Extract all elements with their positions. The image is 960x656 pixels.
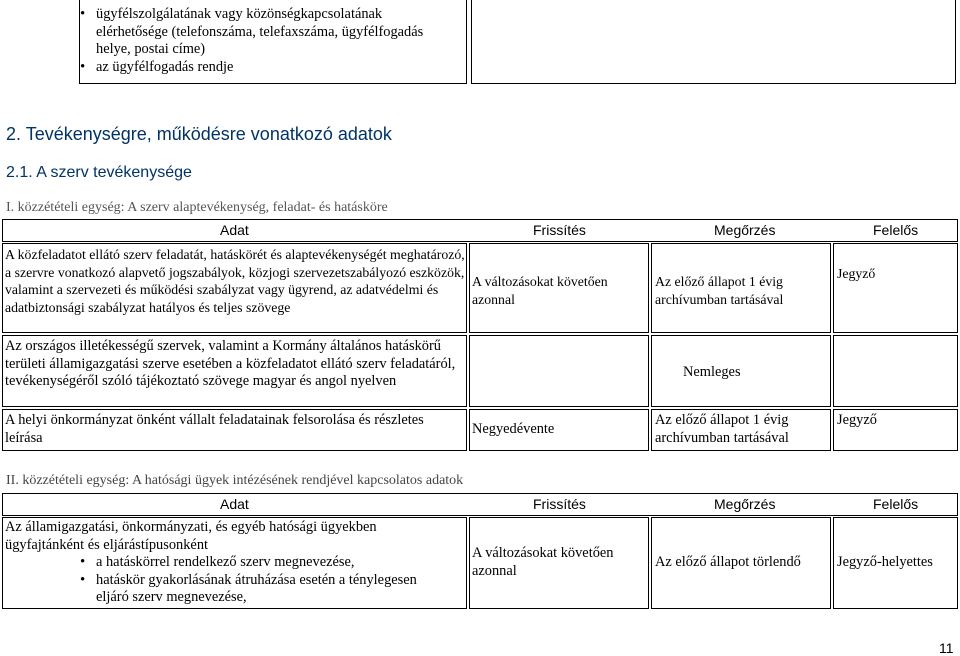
unit1-row1-felelos: Jegyző xyxy=(837,266,876,281)
unit1-row2-megorzes: Nemleges xyxy=(683,364,741,380)
unit1-row3-felelos: Jegyző xyxy=(837,412,877,428)
unit2-row-felelos: Jegyző-helyettes xyxy=(837,554,933,570)
contact-bullet-list xyxy=(76,6,456,76)
unit1-header-megorzes: Megőrzés xyxy=(714,222,776,238)
unit1-row2-felelos-cell xyxy=(833,335,958,407)
unit2-header-frissites: Frissítés xyxy=(533,496,586,512)
unit1-row1-adat: A közfeladatot ellátó szerv feladatát, hatáskörét és alaptevékenységét meghatározó, a szervre vonatkozó alapvető jogszabályok, közjogi szervezetszabályozó eszközök, valamint a szervezeti és működési szabályzat vagy ügyrend, az adatvédelmi és adatbiztonsági szabályzat hatályos és teljes szövege xyxy=(5,247,465,315)
subsection-heading: 2.1. A szerv tevékenysége xyxy=(6,164,192,181)
unit1-header-frissites: Frissítés xyxy=(533,222,586,238)
page-number: 11 xyxy=(939,640,954,656)
unit1-title: I. közzétételi egység: A szerv alaptevékenység, feladat- és hatásköre xyxy=(6,200,388,215)
unit1-row1-megorzes: Az előző állapot 1 évig archívumban tartásával xyxy=(655,274,784,307)
unit2-row-frissites: A változásokat követően azonnal xyxy=(472,545,614,579)
unit2-row-bullet-list xyxy=(76,554,436,607)
list-item: • hatáskör gyakorlásának átruházása esetén a ténylegesen eljáró szerv megnevezése, xyxy=(76,572,436,607)
unit1-row2-frissites-cell xyxy=(469,335,649,407)
unit1-header-row xyxy=(2,219,958,242)
unit2-header-felelos: Felelős xyxy=(873,496,919,512)
unit2-title: II. közzétételi egység: A hatósági ügyek intézésének rendjével kapcsolatos adatok xyxy=(6,473,464,488)
unit2-header-adat: Adat xyxy=(220,496,249,512)
list-item: • az ügyfélfogadás rendje xyxy=(76,59,456,77)
unit2-header-row xyxy=(2,493,958,516)
unit1-header-adat: Adat xyxy=(220,222,249,238)
list-item: • a hatáskörrel rendelkező szerv megnevezése, xyxy=(76,554,436,572)
unit2-header-megorzes: Megőrzés xyxy=(714,496,776,512)
unit1-row1-felelos-cell xyxy=(833,243,958,333)
unit1-row3-frissites: Negyedévente xyxy=(472,421,555,437)
unit1-row2-adat: Az országos illetékességű szervek, valamint a Kormány általános hatáskörű területi államigazgatási szerve esetében a közfeladatot ellátó szerv feladatáról, tevékenységéről szóló tájékoztató szövege magyar és angol nyelven xyxy=(5,338,456,389)
top-table-cell-right xyxy=(471,0,956,84)
unit2-row-megorzes: Az előző állapot törlendő xyxy=(655,554,801,570)
list-item: • ügyfélszolgálatának vagy közönségkapcsolatának elérhetősége (telefonszáma, telefaxszáma, ügyfélfogadás helye, postai címe) xyxy=(76,6,456,59)
unit1-row2-megorzes-cell xyxy=(651,335,831,407)
unit1-row3-adat: A helyi önkormányzat önként vállalt feladatainak felsorolása és részletes leírása xyxy=(5,412,424,446)
unit1-header-felelos: Felelős xyxy=(873,222,919,238)
section-heading: 2. Tevékenységre, működésre vonatkozó adatok xyxy=(6,124,392,144)
unit2-row-adat-intro: Az államigazgatási, önkormányzati, és egyéb hatósági ügyekben ügyfajtánként és eljárástípusonként xyxy=(5,519,377,553)
unit1-row1-frissites: A változásokat követően azonnal xyxy=(472,274,608,307)
unit1-row3-megorzes: Az előző állapot 1 évig archívumban tartásával xyxy=(655,412,789,446)
